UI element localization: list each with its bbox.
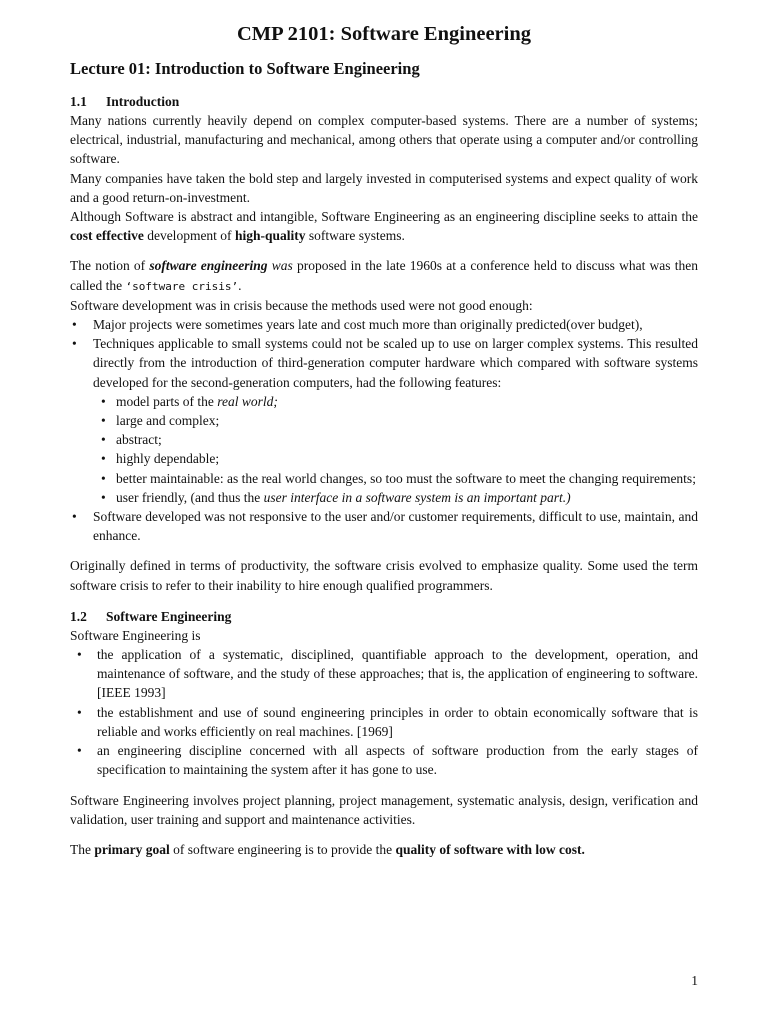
italic-text: was xyxy=(267,258,293,274)
list-item xyxy=(70,645,698,703)
bold-text: high-quality xyxy=(234,228,306,244)
text-run: software systems. xyxy=(305,228,405,244)
text-run: The notion of xyxy=(70,258,150,274)
text-run: model parts of the xyxy=(116,393,218,409)
se-paragraph-1: Software Engineering involves project planning, project management, systematic analysis, design, verification and validation, user training and support and maintenance activities. xyxy=(70,792,698,827)
bullet-icon: • xyxy=(72,509,77,525)
intro-paragraph-3 xyxy=(70,207,698,245)
section-number: 1.2 xyxy=(70,608,87,624)
text-run: user friendly, (and thus the xyxy=(116,489,264,505)
bold-text: cost effective xyxy=(70,228,144,244)
intro-paragraph-4 xyxy=(70,256,698,295)
se-lead: Software Engineering is xyxy=(70,627,201,643)
text-run: Although Software is abstract and intangible, Software Engineering as an engineering discipline seeks to attain the xyxy=(70,209,698,225)
italic-text: real world; xyxy=(217,393,278,409)
list-item-text: highly dependable; xyxy=(116,451,220,467)
section-heading-software-engineering xyxy=(70,607,698,626)
text-run: proposed in the late 1960s at a conference held to discuss what was then called the xyxy=(70,258,698,293)
intro-paragraph-6: Originally defined in terms of productivity, the software crisis evolved to emphasize quality. Some used the term software crisis to refer to their inability to hire enough qualified programmers. xyxy=(70,558,698,593)
list-item xyxy=(93,449,698,468)
text-run: . xyxy=(238,277,242,293)
bullet-icon: • xyxy=(101,451,106,467)
list-item xyxy=(93,488,698,507)
se-paragraph-2 xyxy=(70,840,698,859)
list-item-text: an engineering discipline concerned with all aspects of software production from the early stages of specification to maintaining the system after it has gone to use. xyxy=(97,743,698,778)
bullet-icon: • xyxy=(72,336,77,352)
list-item xyxy=(70,315,698,334)
bullet-icon: • xyxy=(101,470,106,486)
list-item-text: Techniques applicable to small systems could not be scaled up to use on larger complex systems. This resulted directly from the introduction of third-generation computer hardware which compared with software systems developed for the second-generation computers, had the following features: xyxy=(93,336,698,390)
list-item xyxy=(93,411,698,430)
intro-paragraph-5: Software development was in crisis because the methods used were not good enough: xyxy=(70,297,533,313)
list-item-text: the application of a systematic, disciplined, quantifiable approach to the development, operation, and maintenance of software, and the study of these approaches; that is, the application of engineering to software. [IEEE 1993] xyxy=(97,647,698,701)
se-definition-list xyxy=(70,645,698,779)
section-title: Software Engineering xyxy=(106,608,232,624)
text-run: The xyxy=(70,841,95,857)
bullet-icon: • xyxy=(77,743,82,759)
bullet-icon: • xyxy=(101,393,106,409)
list-item xyxy=(93,392,698,411)
list-item-text: the establishment and use of sound engineering principles in order to obtain economically software that is reliable and works efficiently on real machines. [1969] xyxy=(97,704,698,739)
bold-text: primary goal xyxy=(94,841,170,857)
list-item-text: large and complex; xyxy=(116,413,220,429)
list-item-text: abstract; xyxy=(116,432,162,448)
text-run: of software engineering is to provide the xyxy=(169,841,396,857)
bold-text: quality of software with low cost. xyxy=(395,841,585,857)
bullet-icon: • xyxy=(101,413,106,429)
list-item-text: Software developed was not responsive to the user and/or customer requirements, difficult to use, maintain, and enhance. xyxy=(93,509,698,544)
bold-italic-text: software engineering xyxy=(149,258,268,274)
page-number: 1 xyxy=(691,973,698,988)
italic-text: user interface in a software system is an important part.) xyxy=(263,489,571,505)
list-item xyxy=(70,507,698,545)
text-run: development of xyxy=(143,228,235,244)
bullet-icon: • xyxy=(101,432,106,448)
crisis-bullet-list xyxy=(70,315,698,545)
bullet-icon: • xyxy=(72,317,77,333)
document-title: CMP 2101: Software Engineering xyxy=(237,23,531,45)
list-item-text: better maintainable: as the real world changes, so too must the software to meet the changing requirements; xyxy=(116,470,696,486)
bullet-icon: • xyxy=(101,489,106,505)
section-number: 1.1 xyxy=(70,94,87,109)
list-item-text: Major projects were sometimes years late and cost much more than originally predicted(over budget), xyxy=(93,317,643,333)
list-item xyxy=(70,334,698,507)
list-item xyxy=(93,430,698,449)
intro-paragraph-1: Many nations currently heavily depend on complex computer-based systems. There are a number of systems; electrical, industrial, manufacturing and mechanical, among others that operate using a computer and/or controlling software. xyxy=(70,113,698,167)
bullet-icon: • xyxy=(77,647,82,663)
list-item xyxy=(70,703,698,741)
list-item xyxy=(93,469,698,488)
bullet-icon: • xyxy=(77,704,82,720)
lecture-title: Lecture 01: Introduction to Software Engineering xyxy=(70,59,420,78)
section-title: Introduction xyxy=(106,94,180,109)
monospace-text: ‘software crisis’ xyxy=(125,279,239,293)
intro-paragraph-2: Many companies have taken the bold step and largely invested in computerised systems and expect quality of work and a good return-on-investment. xyxy=(70,170,698,205)
list-item xyxy=(70,741,698,779)
section-heading-introduction xyxy=(70,92,698,111)
features-sublist xyxy=(93,392,698,507)
